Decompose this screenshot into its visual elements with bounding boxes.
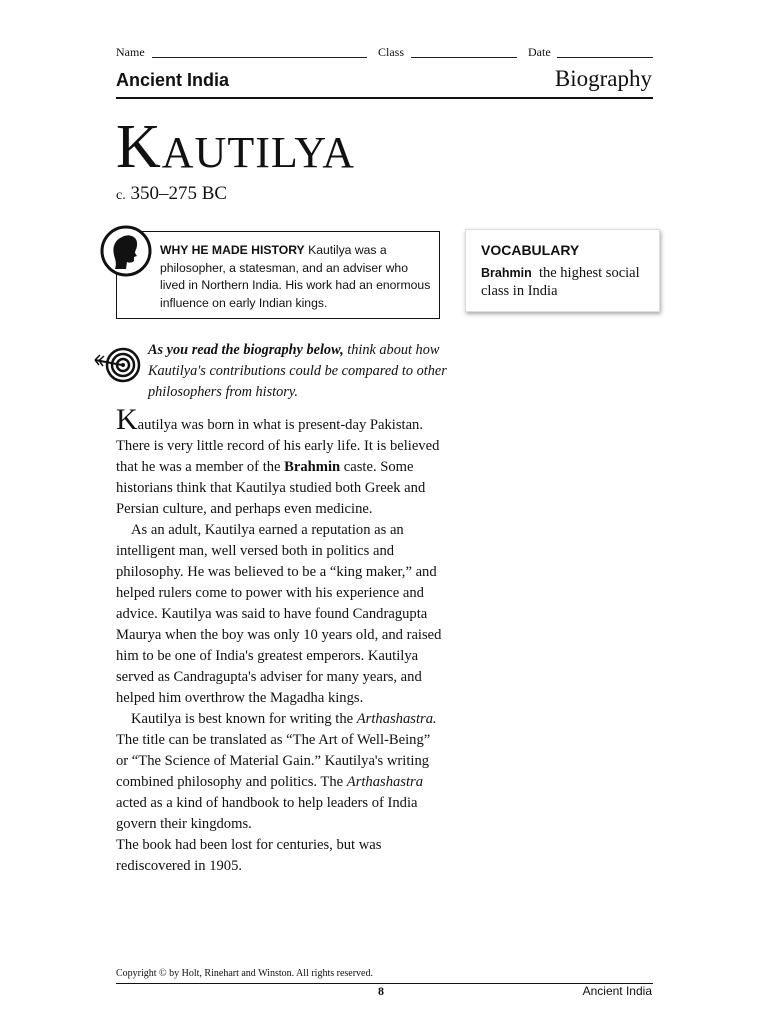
copyright: Copyright © by Holt, Rinehart and Winston. All rights reserved.: [116, 968, 373, 979]
vocabulary-entry: Brahmin the highest social class in India: [481, 265, 640, 299]
reading-note: As you read the biography below, think about how Kautilya's contributions could be compared to other philosophers from history.: [148, 342, 447, 400]
vocabulary-heading: VOCABULARY: [481, 242, 580, 258]
paragraph-1: Kautilya was born in what is present-day Pakistan. There is very little record of his early life. It is believed that he was a member of the Brahmin caste. Some historians think that Kautilya studied both Greek and Persian culture, and perhaps even medicine.: [116, 403, 440, 517]
paragraph-4: The book had been lost for centuries, but was rediscovered in 1905.: [116, 837, 382, 874]
date-label: Date: [528, 45, 551, 59]
footer-unit: Ancient India: [582, 984, 652, 998]
document-type: Biography: [554, 66, 652, 91]
name-field[interactable]: [152, 57, 367, 58]
profile-head-icon: [100, 223, 154, 281]
paragraph-3: Kautilya is best known for writing the Arthashastra. The title can be translated as “The Art of Well-Being” or “The Science of Material Gain.” Kautilya's writing combined philosophy and politics. The Arthashastra acted as a kind of handbook to help leaders of India govern their kingdoms.: [116, 711, 437, 832]
header-rule: [116, 97, 653, 99]
name-label: Name: [116, 45, 145, 59]
life-dates: c. 350–275 BC: [116, 183, 228, 204]
target-icon: [93, 344, 141, 386]
page-number: 8: [378, 984, 384, 998]
paragraph-2: As an adult, Kautilya earned a reputation as an intelligent man, well versed both in politics and philosophy. He was believed to be a “king maker,” and helped rulers come to power with his experience and advice. Kautilya was said to have found Candragupta Maurya when the boy was only 10 years old, and raised him to be one of India's greatest emperors. Kautilya served as Candragupta's adviser for many years, and helped him overthrow the Magadha kings.: [116, 522, 442, 706]
class-label: Class: [378, 45, 405, 59]
unit-title: Ancient India: [116, 70, 230, 90]
drop-cap: K: [116, 403, 138, 436]
biography-body: [116, 403, 446, 877]
date-field[interactable]: [557, 57, 653, 58]
footer-rule: [116, 983, 653, 984]
why-he-made-history-text: WHY HE MADE HISTORY Kautilya was a philosopher, a statesman, and an adviser who lived in Northern India. His work had an enormous influence on early Indian kings.: [160, 243, 431, 310]
class-field[interactable]: [411, 57, 517, 58]
page-title: KAUTILYA: [116, 113, 356, 181]
